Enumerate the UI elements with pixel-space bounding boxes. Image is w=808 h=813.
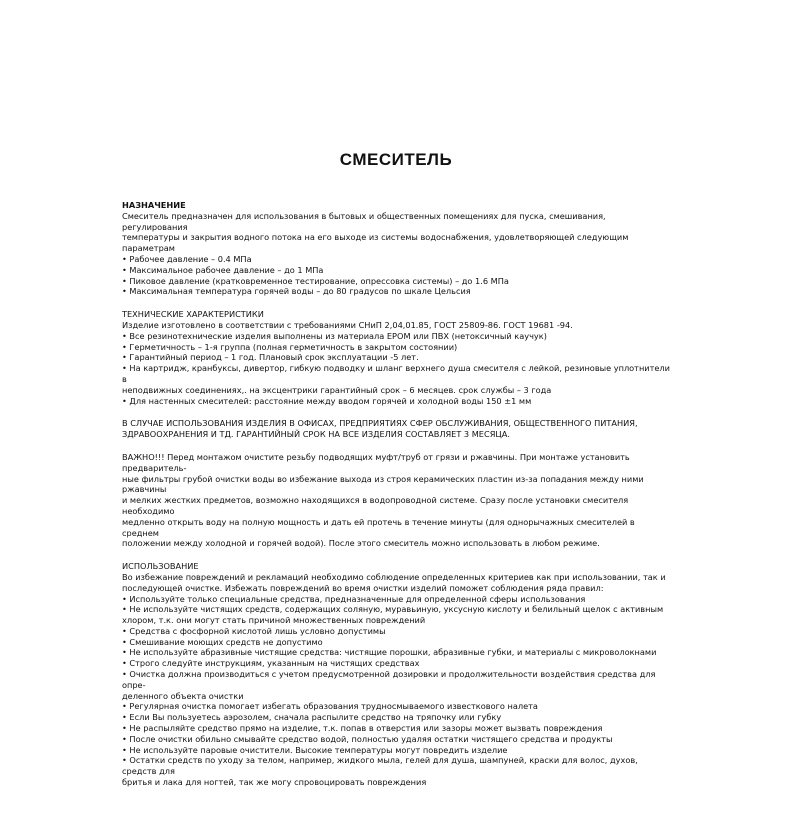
instruction-document — [122, 150, 670, 800]
purpose-list-item: • Максимальная температура горячей воды – до 80 градусов по шкале Цельсия — [122, 286, 471, 297]
purpose-line: Смеситель предназначен для использования в бытовых и общественных помещениях для пуска, смешивания, регулирования — [122, 210, 606, 232]
usage-list-item: • Не используйте абразивные чистящие средства: чистящие порошки, абразивные губки, и материалы с микроволокнами — [122, 647, 657, 658]
usage-list-item: • После очистки обильно смывайте средство водой, полностью удаляя остатки чистящего средства и продукты — [122, 733, 613, 744]
purpose-list-item: • Рабочее давление – 0.4 МПа — [122, 253, 252, 264]
important-line: положении между холодной и горячей водой). После этого смеситель можно использовать в любом режиме. — [122, 538, 600, 549]
important-section — [122, 452, 670, 549]
document-title: СМЕСИТЕЛЬ — [339, 150, 453, 169]
important-line: ВАЖНО!!! Перед монтажом очистите резьбу подводящих муфт/труб от грязи и ржавчины. При монтаже установить предваритель- — [122, 451, 630, 473]
specs-list-item: • На картридж, кранбуксы, дивертор, гибкую подводку и шланг верхнего душа смесителя с лейкой, резиновые уплотнители в — [122, 363, 670, 384]
specs-list-item: • Все резинотехнические изделия выполнены из материала EPOM или ПВХ (нетоксичный каучук) — [122, 330, 547, 341]
important-line: и мелких жестких предметов, возможно находящихся в водопроводной системе. Сразу после установки смесителя необходимо — [122, 495, 629, 516]
office-notice-line: ЗДРАВООХРАНЕНИЯ И ТД. ГАРАНТИЙНЫЙ СРОК НА ВСЕ ИЗДЕЛИЯ СОСТАВЛЯЕТ 3 МЕСЯЦА. — [122, 429, 510, 440]
office-notice-line: В СЛУЧАЕ ИСПОЛЬЗОВАНИЯ ИЗДЕЛИЯ В ОФИСАХ, ПРЕДПРИЯТИЯХ СФЕР ОБСЛУЖИВАНИЯ, ОБЩЕСТВЕННОГО ПИТАНИЯ, — [122, 418, 638, 429]
usage-list-item: • Не используйте паровые очистители. Высокие температуры могут повредить изделие — [122, 744, 508, 755]
specs-section — [122, 309, 670, 406]
specs-list-item: • Для настенных смесителей: расстояние между вводом горячей и холодной воды 150 ±1 мм — [122, 395, 532, 406]
usage-list-item: • Используйте только специальные средства, предназначенные для определенной сферы использования — [122, 593, 586, 604]
specs-list-item: • Герметичность – 1-я группа (полная герметичность в закрытом состоянии) — [122, 341, 458, 352]
usage-list-item: бритья и лака для ногтей, так же могу спровоцировать повреждения — [122, 777, 427, 788]
purpose-section — [122, 200, 670, 297]
usage-line: последующей очистке. Избежать повреждений во время очистки изделий поможет соблюдения ряда правил: — [122, 582, 604, 593]
specs-list-item: неподвижных соединениях,. на эксцентрики гарантийный срок – 6 месяцев. срок службы – 3 года — [122, 384, 552, 395]
usage-list-item: • Не распыляйте средство прямо на изделие, т.к. попав в отверстия или зазоры может вызвать повреждения — [122, 723, 603, 734]
specs-line: Изделие изготовлено в соответствии с требованиями СНиП 2,04,01.85, ГОСТ 25809-86. ГОСТ 19681 -94. — [122, 319, 573, 330]
usage-list-item: • Строго следуйте инструкциям, указанным на чистящих средствах — [122, 658, 420, 669]
usage-list-item: • Если Вы пользуетесь аэрозолем, сначала распылите средство на тряпочку или губку — [122, 712, 502, 723]
purpose-list-item: • Максимальное рабочее давление – до 1 МПа — [122, 264, 324, 275]
specs-list-item: • Гарантийный период – 1 год. Плановый срок эксплуатации -5 лет. — [122, 352, 419, 363]
important-line: ные фильтры грубой очистки воды во избежание выхода из строя керамических пластин из-за попадания между ними ржавчины — [122, 473, 644, 495]
office-notice-section — [122, 418, 670, 440]
important-line: медленно открыть воду на полную мощность и дать ей протечь в течение минуты (для однорычажных смесителей в среднем — [122, 516, 635, 538]
specs-heading: ТЕХНИЧЕСКИЕ ХАРАКТЕРИСТИКИ — [122, 309, 264, 320]
usage-list-item: • Средства с фосфорной кислотой лишь условно допустимы — [122, 625, 386, 636]
usage-line: Во избежание повреждений и рекламаций необходимо соблюдение определенных критериев как при использовании, так и — [122, 571, 666, 582]
usage-list-item: • Смешивание моющих средств не допустимо — [122, 636, 323, 647]
usage-list-item: деленного объекта очистки — [122, 690, 244, 701]
purpose-list-item: • Пиковое давление (кратковременное тестирование, опрессовка системы) – до 1.6 МПа — [122, 275, 509, 286]
usage-list-item: • Очистка должна производиться с учетом предусмотренной дозировки и продолжительности воздействия средства для опре- — [122, 669, 656, 690]
usage-section — [122, 561, 670, 788]
usage-heading: ИСПОЛЬЗОВАНИЕ — [122, 561, 199, 572]
usage-list-item: • Остатки средств по уходу за телом, например, жидкого мыла, гелей для душа, шампуней, краски для волос, духов, средств для — [122, 755, 638, 777]
usage-list-item: хлором, т.к. они могут стать причиной множественных повреждений — [122, 615, 426, 626]
usage-list-item: • Регулярная очистка помогает избегать образования трудносмываемого известкового налета — [122, 701, 538, 712]
usage-list-item: • Не используйте чистящих средств, содержащих соляную, муравьиную, уксусную кислоту и белильный щелок с активным — [122, 604, 664, 615]
purpose-heading: НАЗНАЧЕНИЕ — [122, 200, 186, 210]
purpose-line: температуры и закрытия водного потока на его выходе из системы водоснабжения, удовлетворяющей следующим параметрам — [122, 232, 629, 254]
